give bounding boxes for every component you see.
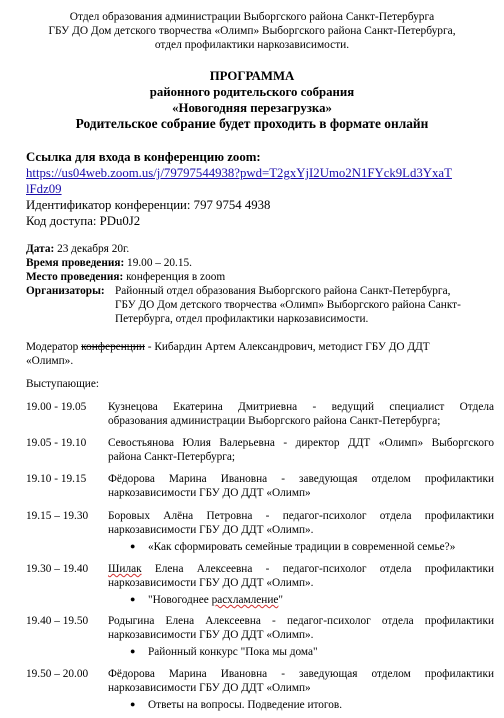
event-date: Дата: 23 декабря 20г. xyxy=(26,243,130,255)
header-line-1: Отдел образования администрации Выборгского района Санкт-Петербурга xyxy=(69,11,435,23)
schedule-time: 19.50 – 20.00 xyxy=(26,668,89,680)
program-event-name: «Новогодняя перезагрузка» xyxy=(172,101,332,115)
organizers-line-3: Петербурга, отдел профилактики наркозависимости. xyxy=(115,313,369,325)
bullet-dot-icon: ● xyxy=(130,699,136,709)
schedule-speaker: Фёдорова Марина Ивановна - заведующая отделом профилактики наркозависимости ГБУ ДО ДДТ «Олимп» xyxy=(108,473,494,499)
zoom-link[interactable]: https://us04web.zoom.us/j/79797544938?pwd=T2gxYjI2Umo2N1FYck9Ld3YxaT xyxy=(26,166,452,180)
schedule-time: 19.15 – 19.30 xyxy=(26,510,89,522)
schedule-speaker: Кузнецова Екатерина Дмитриевна - ведущий специалист Отдела образования администрации Выборгского района Санкт-Петербурга; xyxy=(108,401,494,427)
event-place: Место проведения: конференция в zoom xyxy=(26,271,226,283)
moderator-line-2: «Олимп». xyxy=(26,355,74,367)
organizers-label: Организаторы: xyxy=(26,285,105,297)
program-subtitle: районного родительского собрания xyxy=(149,85,355,99)
conference-id: Идентификатор конференции: 797 9754 4938 xyxy=(26,198,271,212)
schedule-speaker: Севостьянова Юлия Валерьевна - директор ДДТ «Олимп» Выборгского района Санкт-Петербурга; xyxy=(108,437,494,463)
zoom-link-continuation[interactable]: lFdz09 xyxy=(26,182,62,196)
schedule-time: 19.10 - 19.15 xyxy=(26,473,87,485)
speakers-label: Выступающие: xyxy=(26,378,99,390)
moderator-line-1: Модератор конференции - Кибардин Артем Александрович, методист ГБУ ДО ДДТ xyxy=(26,341,430,353)
program-title: ПРОГРАММА xyxy=(209,69,295,83)
schedule-topic: ● "Новогоднее расхламление" xyxy=(130,594,284,606)
organizers-line-2: ГБУ ДО Дом детского творчества «Олимп» Выборгского района Санкт- xyxy=(115,299,461,311)
bullet-dot-icon: ● xyxy=(130,646,136,656)
schedule-speaker: Боровых Алёна Петровна - педагог-психолог отдела профилактики наркозависимости ГБУ ДО ДДТ «Олимп». xyxy=(108,510,494,536)
access-code: Код доступа: PDu0J2 xyxy=(26,214,141,228)
schedule-topic: ● «Как сформировать семейные традиции в современной семье?» xyxy=(130,541,456,553)
schedule-time: 19.05 - 19.10 xyxy=(26,437,87,449)
schedule-topic: ● Ответы на вопросы. Подведение итогов. xyxy=(130,699,343,711)
schedule-topic: ● Районный конкурс "Пока мы дома" xyxy=(130,646,318,658)
schedule-time: 19.00 - 19.05 xyxy=(26,401,87,413)
conference-heading: Ссылка для входа в конференцию zoom: xyxy=(26,150,261,164)
bullet-dot-icon: ● xyxy=(130,594,136,604)
program-format-note: Родительское собрание будет проходить в формате онлайн xyxy=(75,116,429,131)
schedule-speaker: Фёдорова Марина Ивановна - заведующая отделом профилактики наркозависимости ГБУ ДО ДДТ «Олимп» xyxy=(108,668,494,694)
header-line-3: отдел профилактики наркозависимости. xyxy=(154,39,350,51)
bullet-dot-icon: ● xyxy=(130,541,136,551)
schedule-speaker: Шилак Елена Алексеевна - педагог-психолог отдела профилактики наркозависимости ГБУ ДО ДДТ «Олимп». xyxy=(108,563,494,589)
schedule-time: 19.40 – 19.50 xyxy=(26,615,89,627)
schedule-speaker: Родыгина Елена Алексеевна - педагог-психолог отдела профилактики наркозависимости ГБУ ДО ДДТ «Олимп». xyxy=(108,615,494,641)
organizers-line-1: Районный отдел образования Выборгского района Санкт-Петербурга, xyxy=(115,285,451,297)
header-line-2: ГБУ ДО Дом детского творчества «Олимп» Выборгского района Санкт-Петербурга, xyxy=(48,25,456,37)
event-time: Время проведения: 19.00 – 20.15. xyxy=(26,257,193,269)
schedule-time: 19.30 – 19.40 xyxy=(26,563,89,575)
